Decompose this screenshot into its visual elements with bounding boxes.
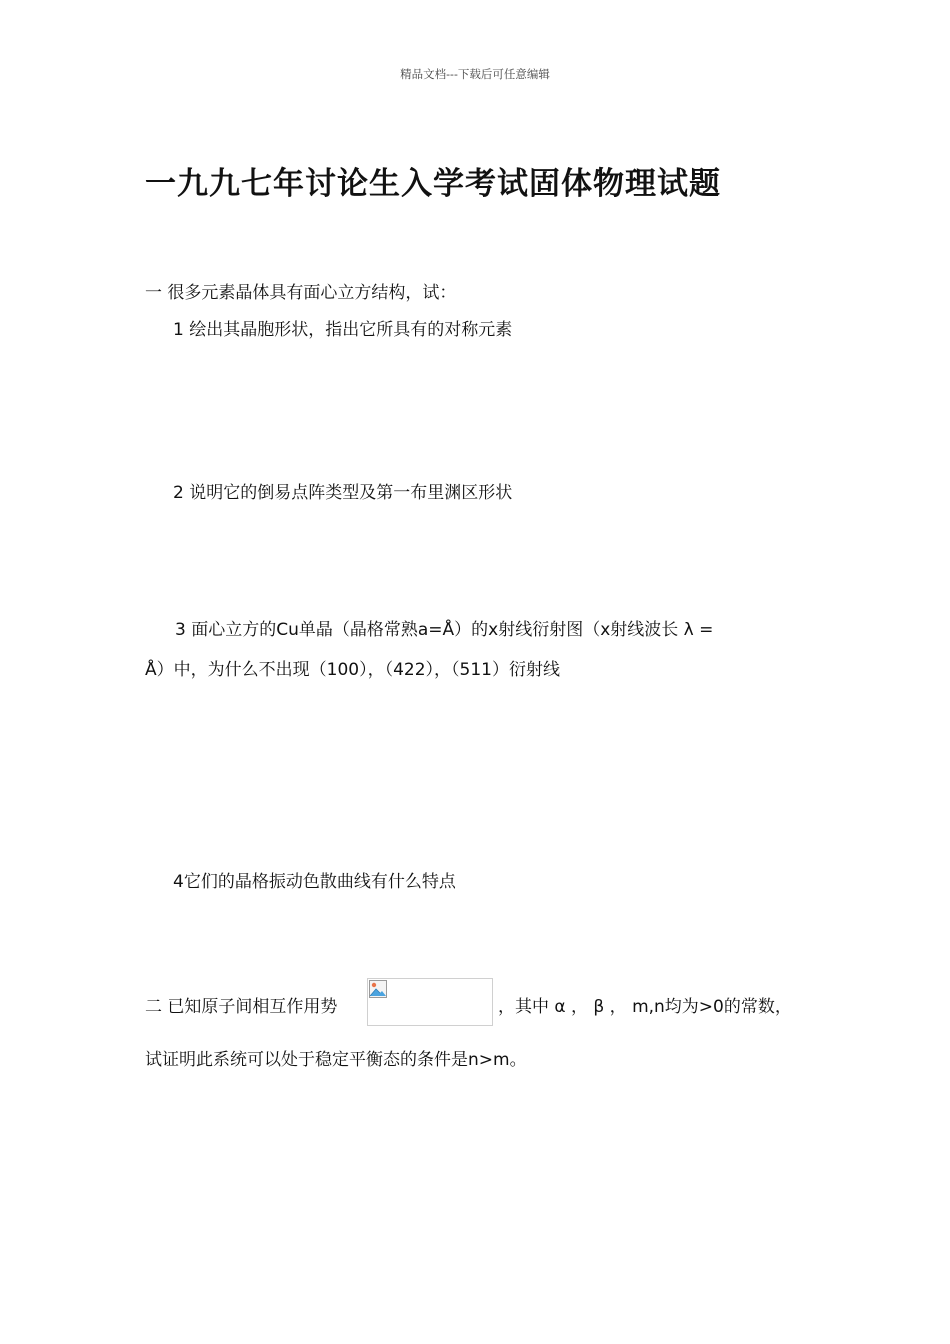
section-1-heading: 一 很多元素晶体具有面心立方结构，试： bbox=[145, 283, 457, 303]
question-1-3-line-1: 3 面心立方的Cu单晶（晶格常熟a=Å）的x射线衍射图（x射线波长 λ = bbox=[175, 620, 714, 640]
question-1-3-line-2: Å）中，为什么不出现（100），（422），（511）衍射线 bbox=[145, 660, 560, 680]
page-header: 精品文档---下载后可任意编辑 bbox=[400, 67, 550, 81]
section-2-text-after: ，其中 α ， β ， m,n均为>0的常数， bbox=[498, 997, 792, 1017]
formula-image bbox=[367, 978, 493, 1026]
broken-image-icon bbox=[369, 980, 387, 998]
question-1-4: 4它们的晶格振动色散曲线有什么特点 bbox=[173, 872, 456, 892]
question-1-1: 1 绘出其晶胞形状，指出它所具有的对称元素 bbox=[173, 320, 513, 340]
exam-title: 一九九七年讨论生入学考试固体物理试题 bbox=[145, 166, 721, 202]
question-1-2: 2 说明它的倒易点阵类型及第一布里渊区形状 bbox=[173, 483, 513, 503]
section-2-line-2: 试证明此系统可以处于稳定平衡态的条件是n>m。 bbox=[145, 1050, 527, 1070]
section-2-text-before: 二 已知原子间相互作用势 bbox=[145, 997, 338, 1017]
